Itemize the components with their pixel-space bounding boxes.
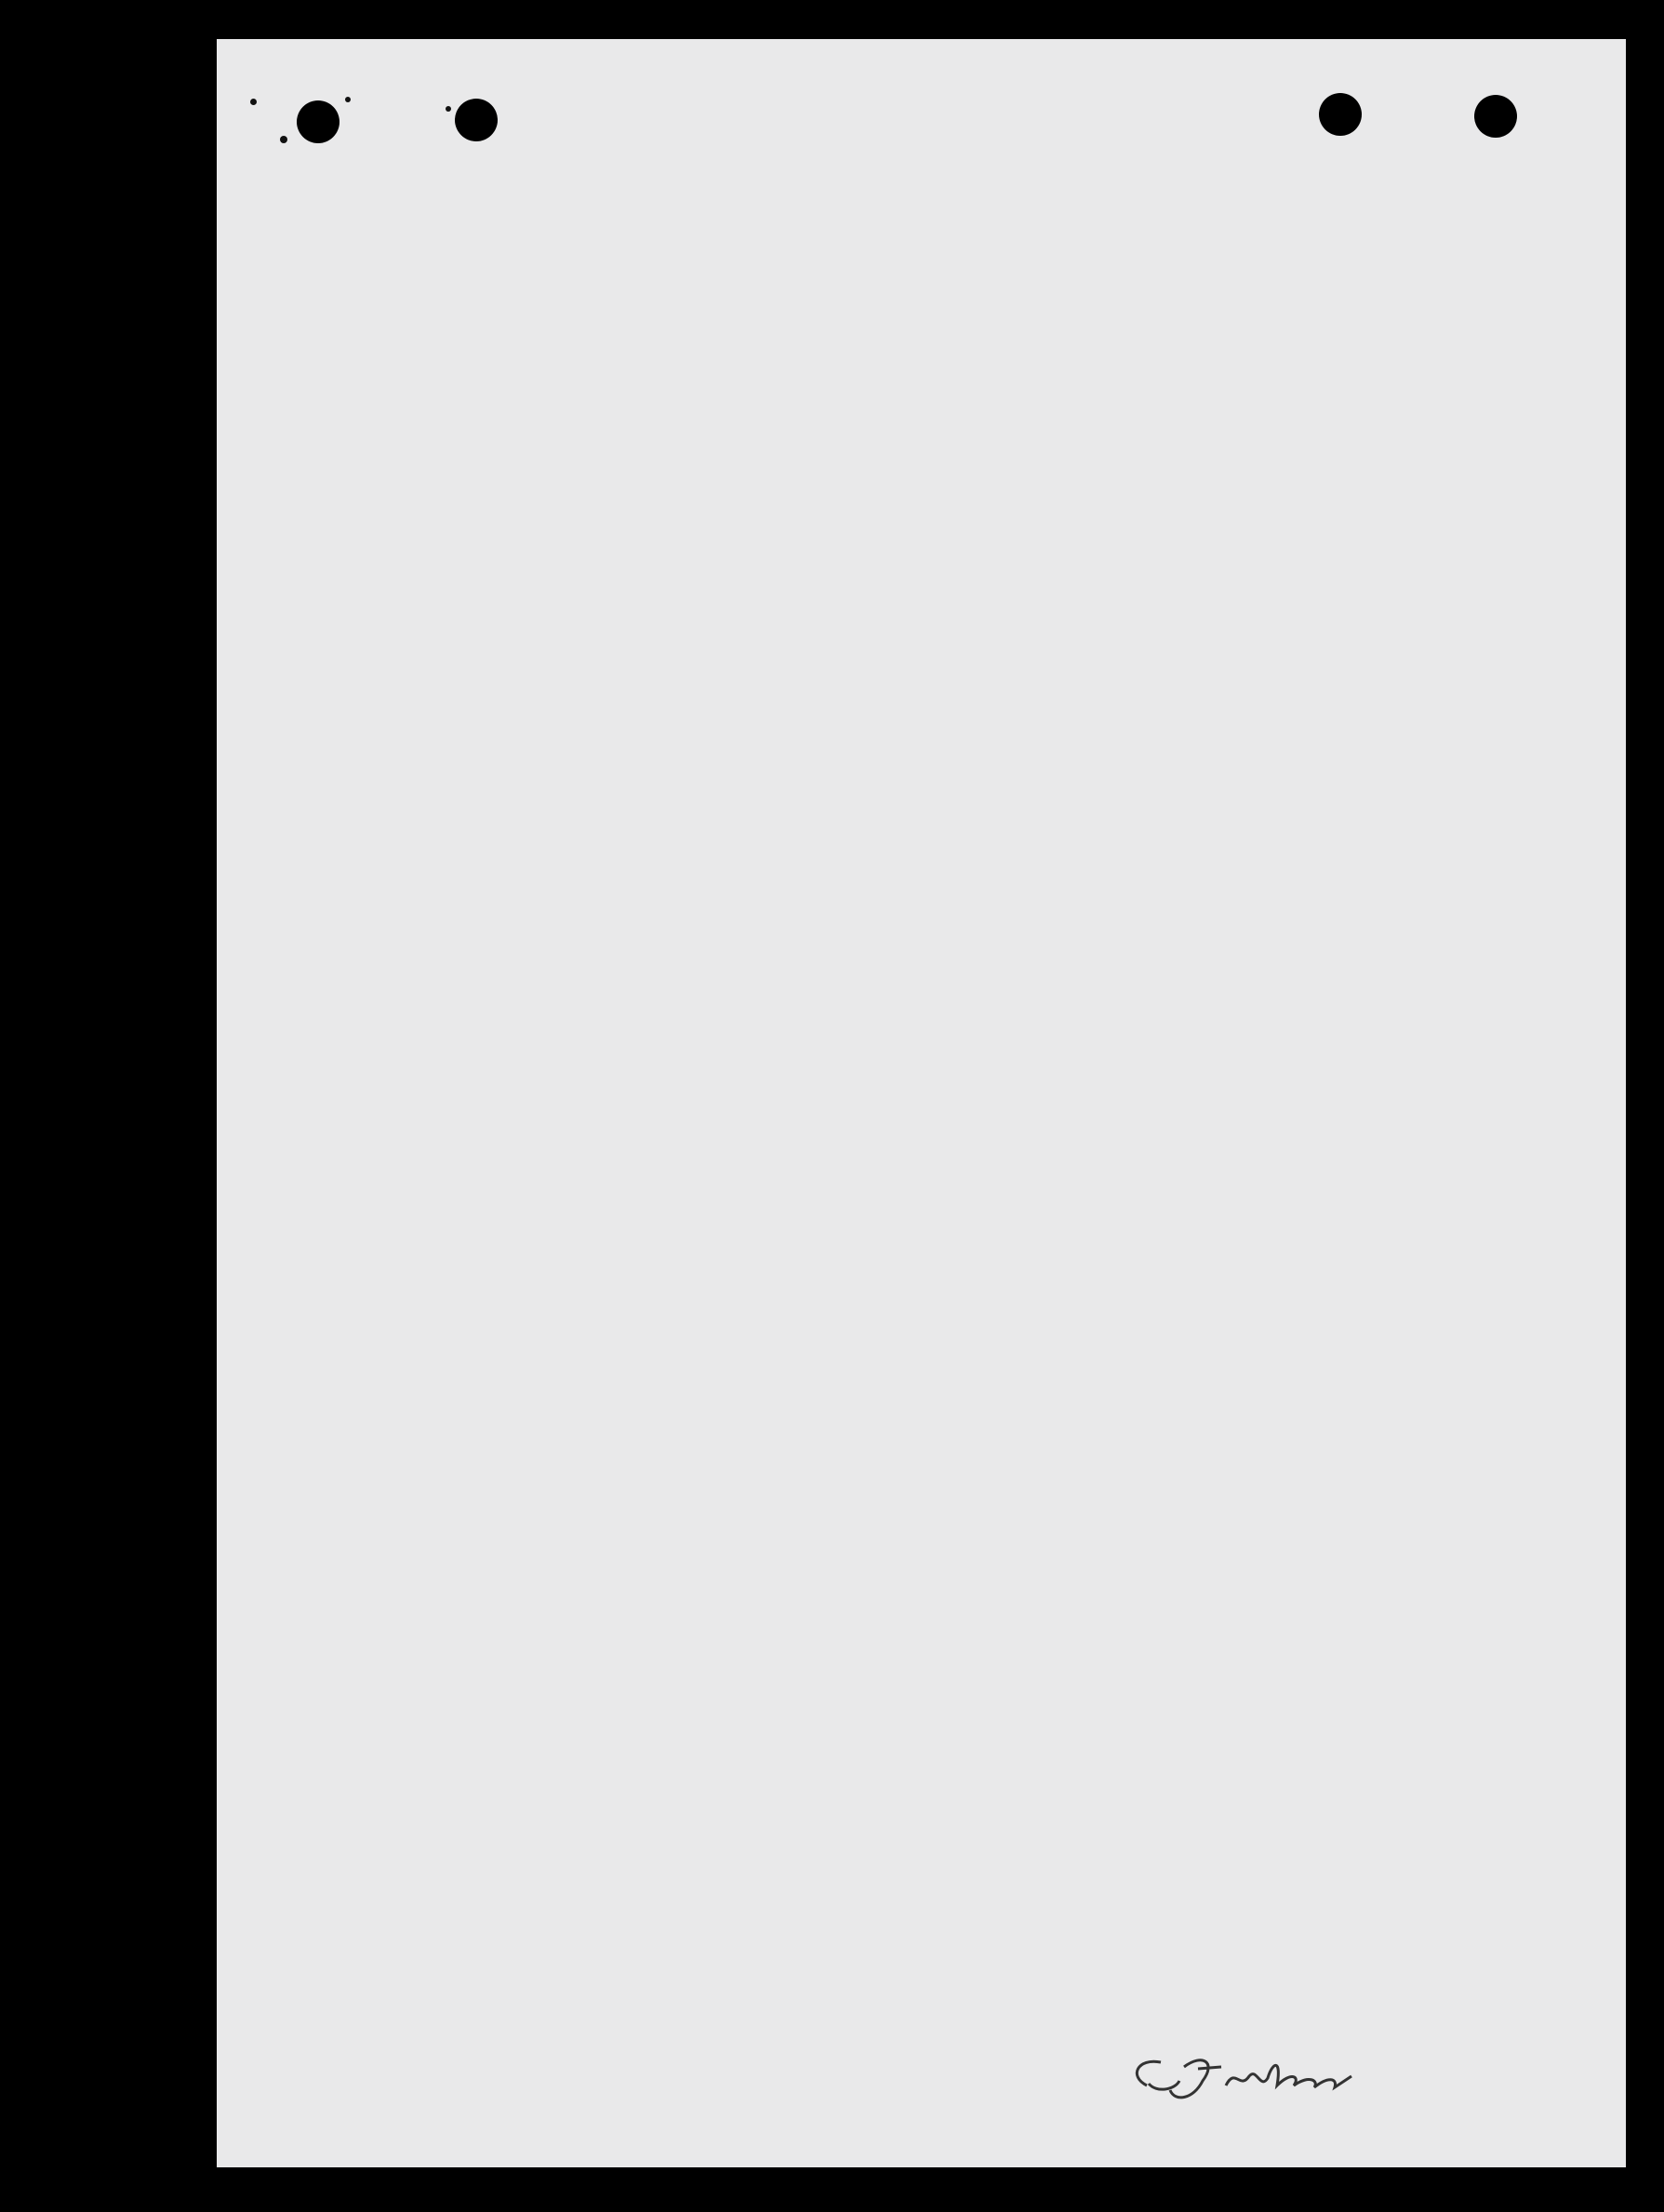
punch-hole xyxy=(455,99,498,141)
document-page xyxy=(217,39,1626,2167)
ink-speck xyxy=(345,97,351,102)
punch-hole xyxy=(1474,95,1517,138)
punch-hole xyxy=(1319,93,1362,136)
punch-hole xyxy=(297,100,339,143)
inspector-signature xyxy=(1128,2048,1426,2113)
ink-speck xyxy=(280,136,287,143)
ink-speck xyxy=(250,99,257,105)
ink-speck xyxy=(446,106,451,112)
